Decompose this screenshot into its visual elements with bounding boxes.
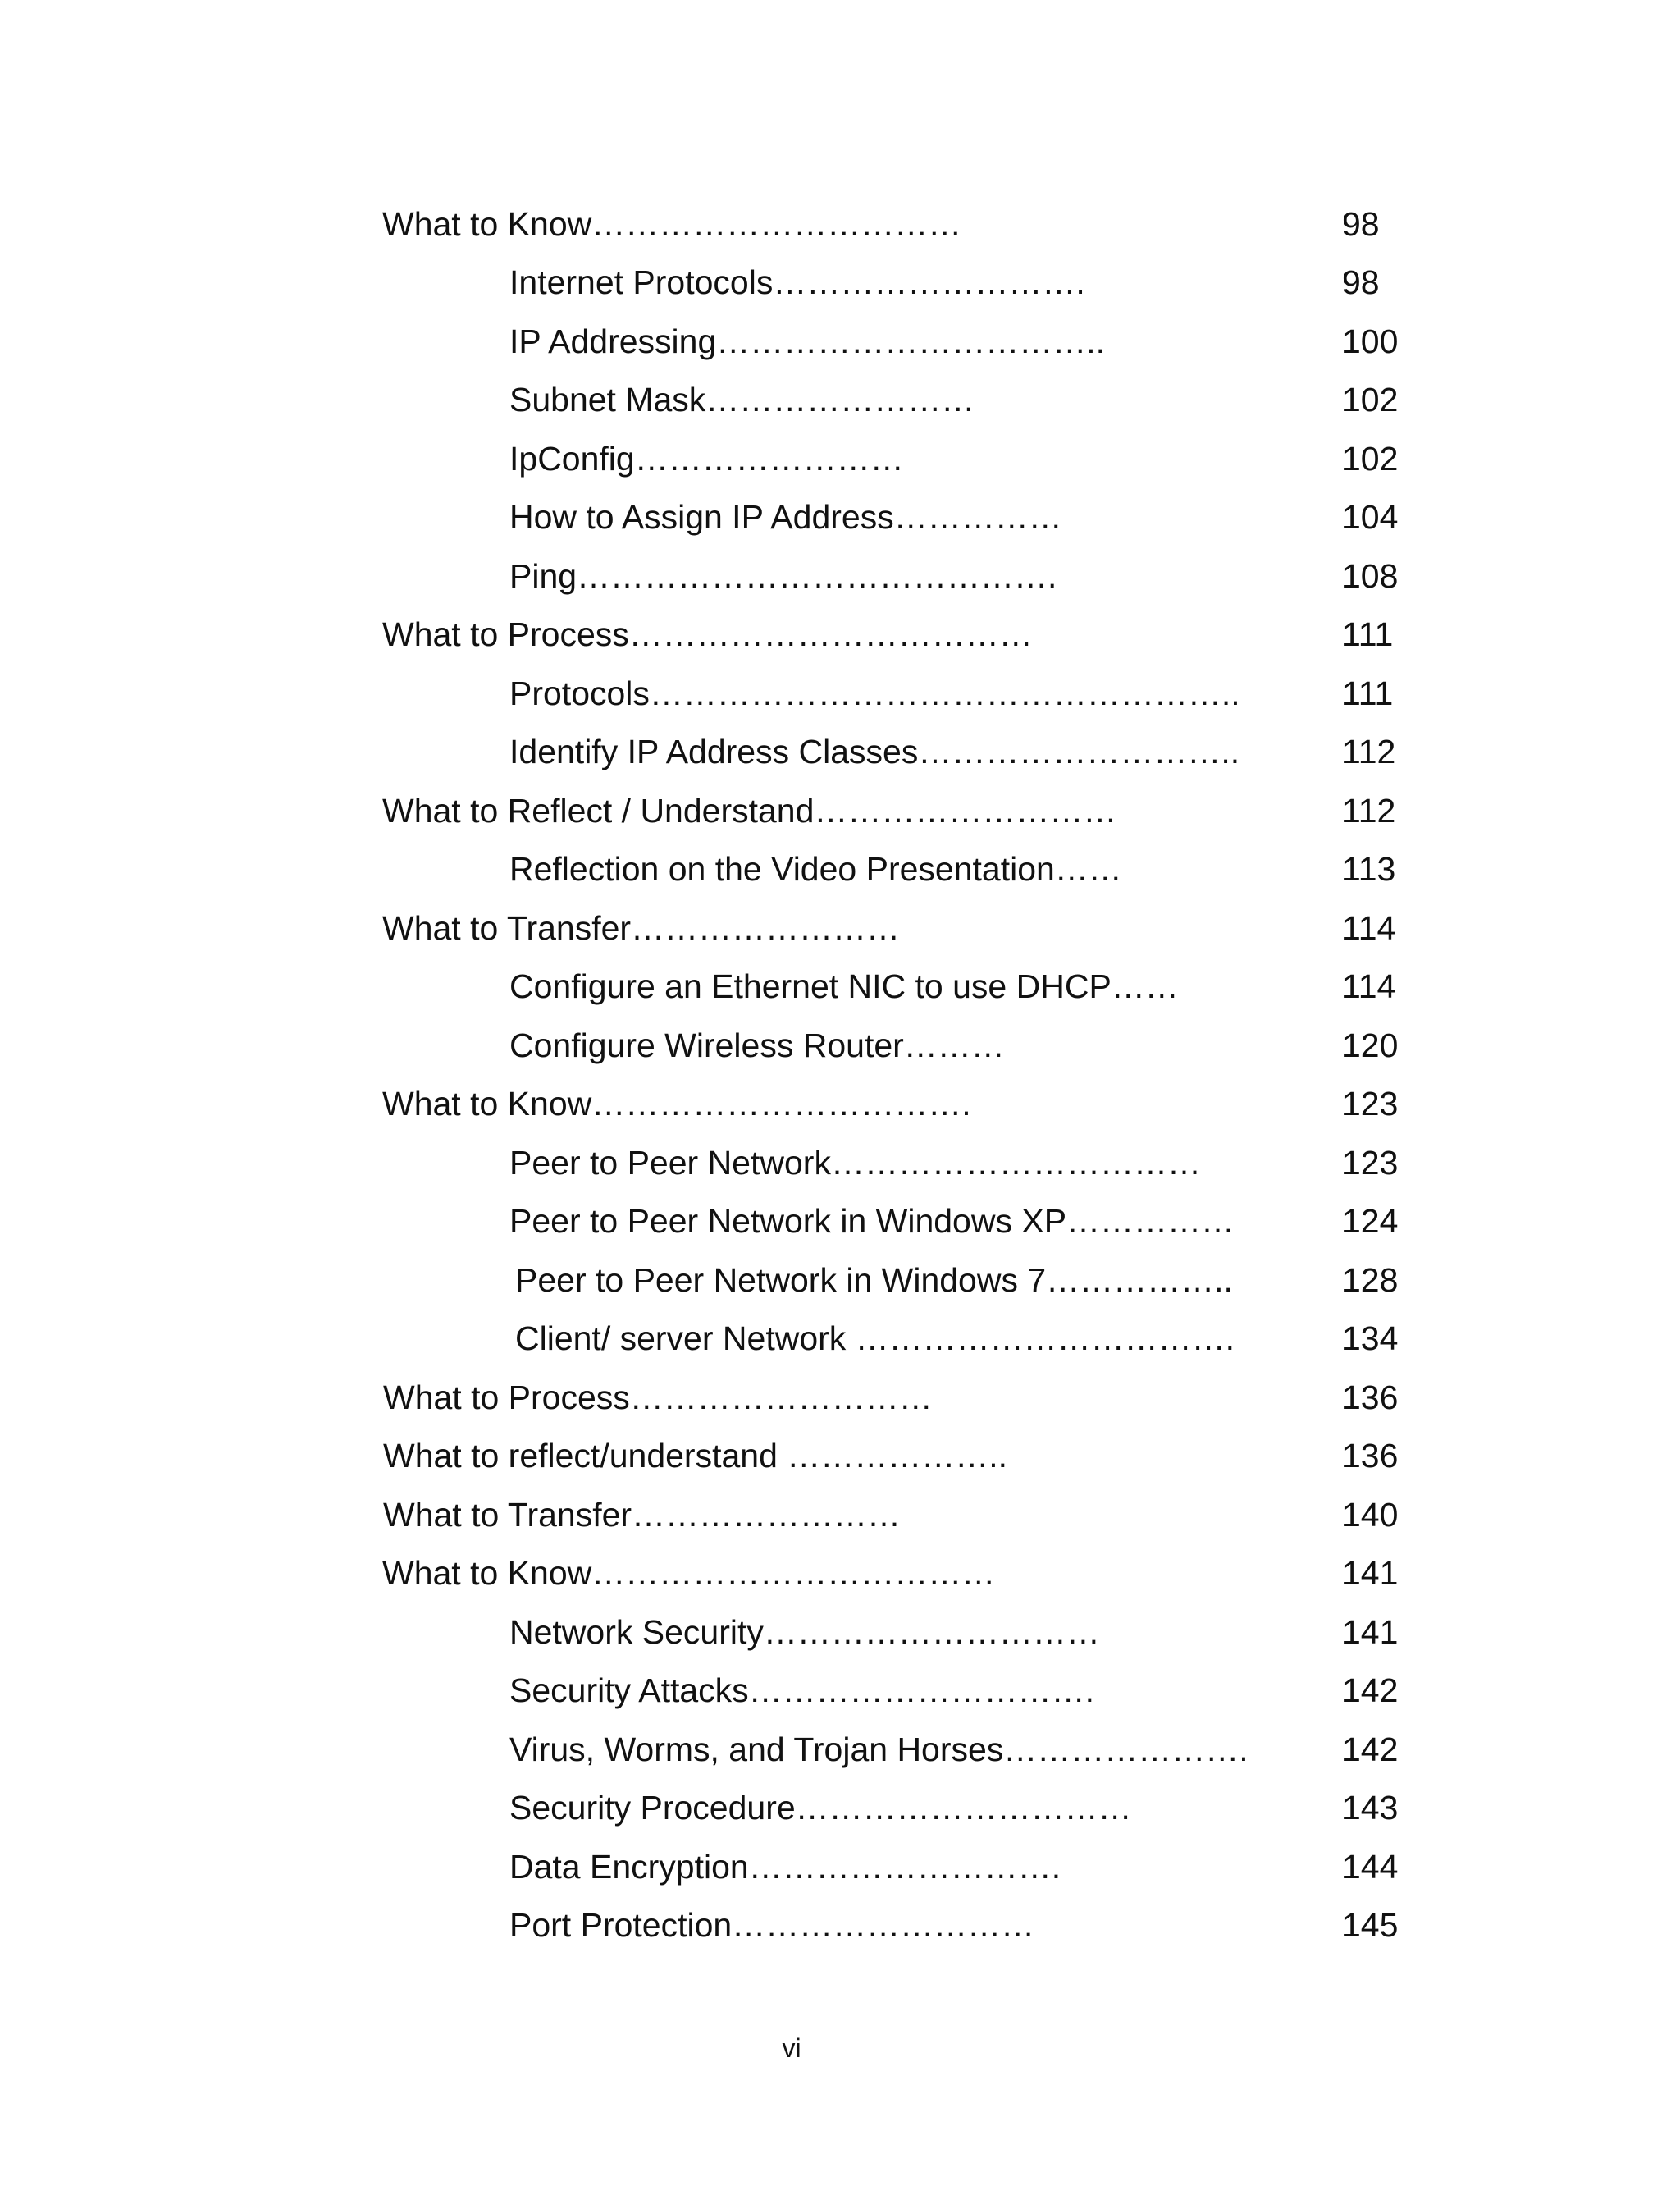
page-number: vi xyxy=(782,2033,801,2063)
toc-entry-title: Peer to Peer Network in Windows XP…………… xyxy=(509,1202,1235,1240)
toc-entry-title: What to Process……………………………… xyxy=(382,615,1033,653)
toc-entry xyxy=(0,1602,1680,1662)
toc-entry-title: What to Reflect / Understand……………………… xyxy=(382,792,1117,830)
toc-entry-title: What to Transfer…………………… xyxy=(383,1496,902,1534)
toc-entry xyxy=(0,839,1680,898)
toc-entry-page: 111 xyxy=(1342,674,1394,712)
toc-entry-page: 144 xyxy=(1342,1848,1399,1886)
toc-entry-page: 102 xyxy=(1342,381,1399,418)
toc-entry-page: 141 xyxy=(1342,1554,1399,1592)
toc-entry-page: 136 xyxy=(1342,1437,1399,1474)
toc-entry xyxy=(0,1485,1680,1544)
toc-entry-title: Protocols…………………………………………….. xyxy=(509,674,1240,712)
toc-entry-page: 114 xyxy=(1342,967,1396,1005)
toc-entry-title: Reflection on the Video Presentation…… xyxy=(509,850,1122,888)
toc-entry-title: What to Know……………………………… xyxy=(382,1554,996,1592)
toc-entry xyxy=(0,429,1680,488)
toc-entry-page: 104 xyxy=(1342,498,1399,536)
toc-entry xyxy=(0,1661,1680,1720)
toc-entry xyxy=(0,487,1680,546)
toc-entry-title: What to Transfer…………………… xyxy=(382,909,901,947)
toc-entry-title: Security Procedure………………………… xyxy=(509,1789,1132,1827)
toc-entry xyxy=(0,605,1680,664)
toc-entry xyxy=(0,781,1680,840)
toc-entry-title: Identify IP Address Classes……………………….. xyxy=(509,733,1240,770)
toc-entry-page: 102 xyxy=(1342,440,1399,478)
toc-entry-title: Network Security………………………… xyxy=(509,1613,1100,1651)
toc-entry-title: Subnet Mask…………………… xyxy=(509,381,975,418)
toc-entry-title: Configure an Ethernet NIC to use DHCP…… xyxy=(509,967,1179,1005)
toc-entry xyxy=(0,546,1680,606)
toc-entry-title: Ping……………………………………. xyxy=(509,557,1057,595)
toc-entry-page: 140 xyxy=(1342,1496,1399,1534)
toc-entry-page: 112 xyxy=(1342,733,1396,770)
toc-entry xyxy=(0,1074,1680,1133)
toc-entry-title: Virus, Worms, and Trojan Horses…………………. xyxy=(509,1731,1249,1768)
toc-entry-title: Client/ server Network ……………………………. xyxy=(515,1319,1235,1357)
toc-entry-page: 98 xyxy=(1342,205,1380,243)
toc-entry-title: What to Know…………………………… xyxy=(382,205,962,243)
toc-entry-title: Peer to Peer Network in Windows 7…………….. xyxy=(515,1261,1233,1299)
toc-entry-page: 134 xyxy=(1342,1319,1399,1357)
toc-entry-title: Port Protection……………………… xyxy=(509,1906,1035,1944)
toc-entry-page: 111 xyxy=(1342,615,1394,653)
toc-entry xyxy=(0,1309,1680,1368)
toc-entry xyxy=(0,194,1680,254)
toc-entry xyxy=(0,312,1680,371)
toc-entry-page: 113 xyxy=(1342,850,1396,888)
toc-entry-page: 136 xyxy=(1342,1378,1399,1416)
toc-entry-page: 143 xyxy=(1342,1789,1399,1827)
toc-entry-title: How to Assign IP Address…………… xyxy=(509,498,1062,536)
toc-entry xyxy=(0,370,1680,429)
toc-entry-page: 142 xyxy=(1342,1671,1399,1709)
toc-entry-title: Data Encryption………………………. xyxy=(509,1848,1061,1886)
toc-entry xyxy=(0,1191,1680,1250)
toc-entry xyxy=(0,1837,1680,1896)
toc-entry-page: 114 xyxy=(1342,909,1396,947)
toc-entry-title: Security Attacks…………………………. xyxy=(509,1671,1095,1709)
toc-entry-page: 123 xyxy=(1342,1085,1399,1122)
toc-entry-page: 145 xyxy=(1342,1906,1399,1944)
toc-entry-page: 123 xyxy=(1342,1144,1399,1182)
toc-entry-page: 120 xyxy=(1342,1026,1399,1064)
toc-entry-page: 128 xyxy=(1342,1261,1399,1299)
toc-entry xyxy=(0,1426,1680,1485)
toc-entry-title: IpConfig…………………… xyxy=(509,440,904,478)
toc-entry xyxy=(0,1133,1680,1192)
toc-entry-title: Configure Wireless Router……… xyxy=(509,1026,1005,1064)
toc-entry-page: 142 xyxy=(1342,1731,1399,1768)
toc-entry xyxy=(0,664,1680,723)
toc-entry xyxy=(0,722,1680,781)
toc-entry xyxy=(0,1543,1680,1602)
toc-entry xyxy=(0,253,1680,312)
toc-entry-title: What to Process……………………… xyxy=(383,1378,933,1416)
toc-entry-page: 124 xyxy=(1342,1202,1399,1240)
toc-entry-page: 112 xyxy=(1342,792,1396,830)
toc-entry xyxy=(0,1720,1680,1779)
toc-entry-page: 141 xyxy=(1342,1613,1399,1651)
toc-entry-page: 108 xyxy=(1342,557,1399,595)
toc-entry xyxy=(0,1895,1680,1955)
toc-entry-page: 100 xyxy=(1342,322,1399,360)
toc-entry xyxy=(0,1368,1680,1427)
toc-entry-title: Peer to Peer Network…………………………… xyxy=(509,1144,1201,1182)
toc-entry-title: Internet Protocols………………………. xyxy=(509,263,1085,301)
toc-entry-title: IP Addressing…………………………….. xyxy=(509,322,1106,360)
toc-entry xyxy=(0,898,1680,958)
toc-entry xyxy=(0,957,1680,1016)
toc-entry xyxy=(0,1016,1680,1075)
toc-entry xyxy=(0,1778,1680,1837)
toc-entry-page: 98 xyxy=(1342,263,1380,301)
toc-entry-title: What to reflect/understand ……………….. xyxy=(383,1437,1008,1474)
toc-entry xyxy=(0,1250,1680,1310)
toc-entry-title: What to Know……………………………. xyxy=(382,1085,971,1122)
